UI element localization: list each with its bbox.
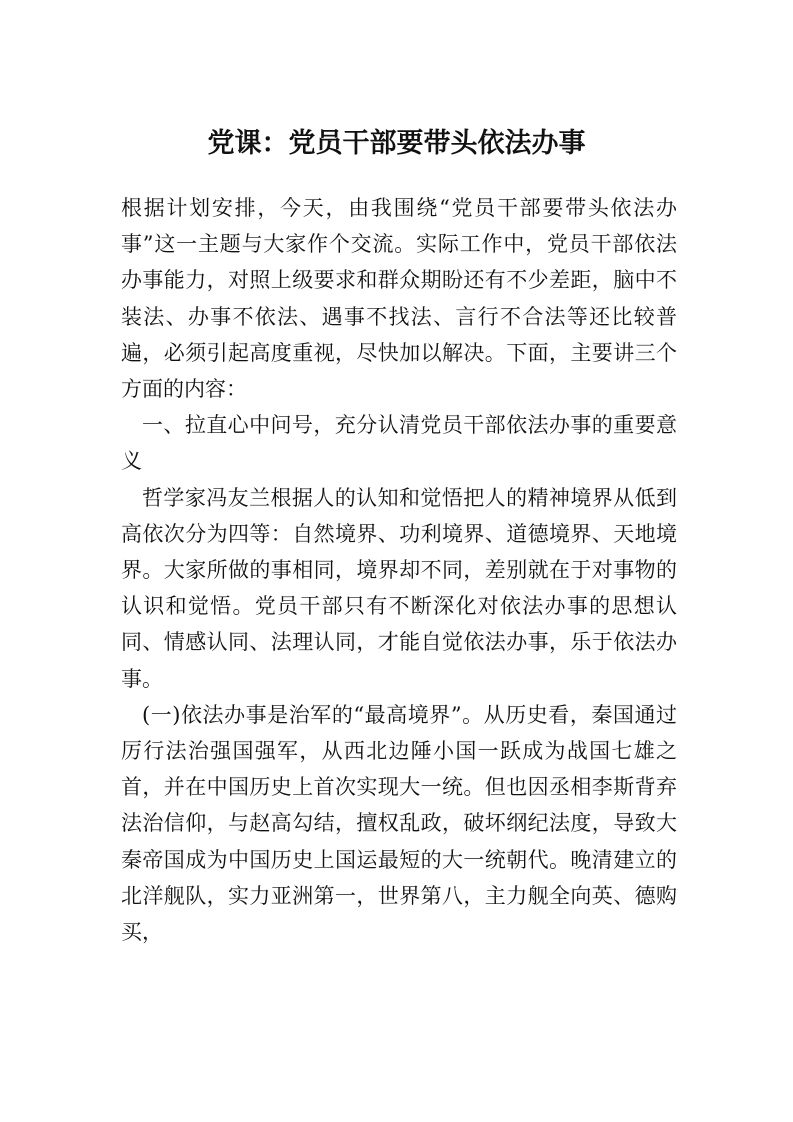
document-title: 党课：党员干部要带头依法办事 [207,128,586,159]
document-body [121,190,677,950]
paragraph-subsection-one: (一)依法办事是治军的“最高境界”。从历史看，秦国通过厉行法治强国强军，从西北边陲小国一跃成为战国七雄之首，并在中国历史上首次实现大一统。但也因丞相李斯背弃法治信仰，与赵高勾结，擅权乱政，破坏纲纪法度，导致大秦帝国成为中国历史上国运最短的大一统朝代。晚清建立的北洋舰队，实力亚洲第一，世界第八，主力舰全向英、德购买， [121,702,677,945]
paragraph-intro: 根据计划安排，今天，由我围绕“党员干部要带头依法办事”这一主题与大家作个交流。实际工作中，党员干部依法办事能力，对照上级要求和群众期盼还有不少差距，脑中不装法、办事不依法、遇事不找法、言行不合法等还比较普遍，必须引起高度重视，尽快加以解决。下面，主要讲三个方面的内容： [121,196,677,402]
paragraph-philosophy: 哲学家冯友兰根据人的认知和觉悟把人的精神境界从低到高依次分为四等：自然境界、功利境界、道德境界、天地境界。大家所做的事相同，境界却不同，差别就在于对事物的认识和觉悟。党员干部只有不断深化对依法办事的思想认同、情感认同、法理认同，才能自觉依法办事，乐于依法办事。 [121,485,677,691]
section-heading-one: 一、拉直心中问号，充分认清党员干部依法办事的重要意义 [121,413,677,474]
